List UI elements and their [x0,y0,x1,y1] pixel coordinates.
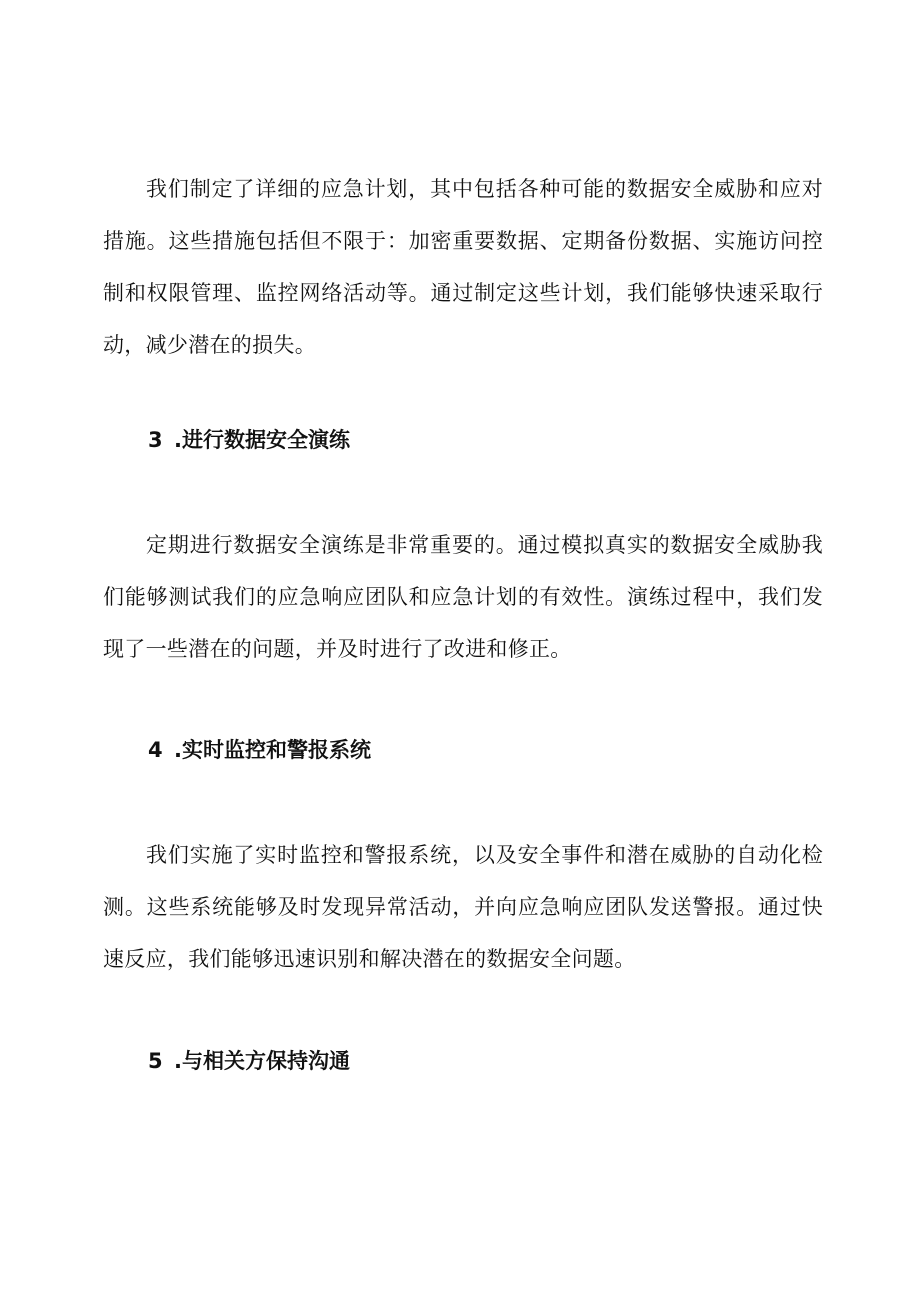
section-heading-5 [148,1046,350,1076]
paragraph-monitoring-system: 我们实施了实时监控和警报系统，以及安全事件和潜在威胁的自动化检测。这些系统能够及时发现异常活动，并向应急响应团队发送警报。通过快速反应，我们能够迅速识别和解决潜在的数据安全问题。 [103,843,823,971]
section-title: .进行数据安全演练 [174,428,350,452]
section-title: .实时监控和警报系统 [174,738,371,762]
paragraph-security-drill: 定期进行数据安全演练是非常重要的。通过模拟真实的数据安全威胁我们能够测试我们的应急响应团队和应急计划的有效性。演练过程中，我们发现了一些潜在的问题，并及时进行了改进和修正。 [103,533,823,661]
section-number: 3 [148,428,163,452]
paragraph-emergency-plan: 我们制定了详细的应急计划，其中包括各种可能的数据安全威胁和应对措施。这些措施包括但不限于：加密重要数据、定期备份数据、实施访问控制和权限管理、监控网络活动等。通过制定这些计划，我们能够快速采取行动，减少潜在的损失。 [103,177,823,357]
section-number: 4 [148,738,163,762]
section-heading-3 [148,425,350,455]
section-number: 5 [148,1049,163,1073]
section-title: .与相关方保持沟通 [174,1049,350,1073]
section-heading-4 [148,735,371,765]
